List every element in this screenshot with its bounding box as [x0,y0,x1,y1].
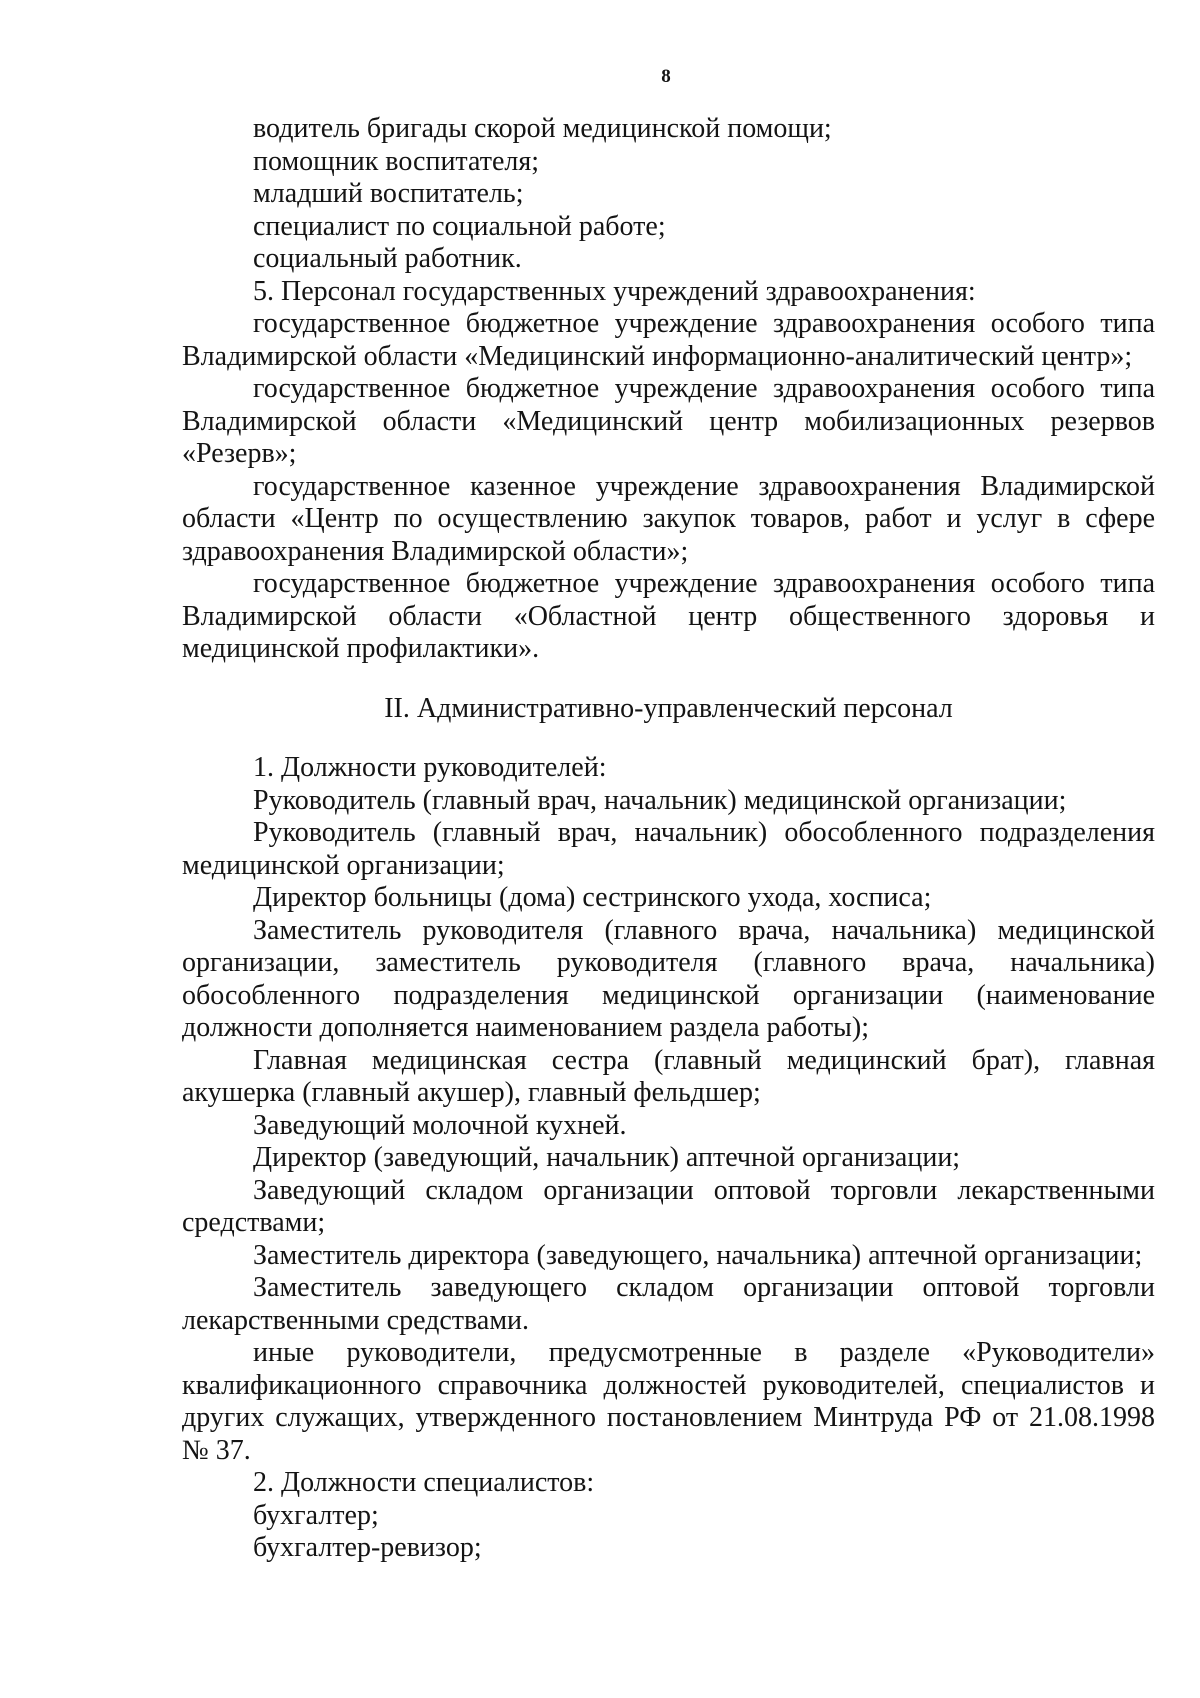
paragraph: Заместитель директора (заведующего, начальника) аптечной организации; [253,1239,1143,1271]
section-heading: II. Административно-управленческий персонал [384,692,953,724]
paragraph: Руководитель (главный врач, начальник) обособленного подразделения медицинской организации; [182,817,1155,881]
paragraph: Директор (заведующий, начальник) аптечной организации; [253,1142,961,1173]
paragraph: социальный работник. [253,243,522,274]
paragraph: государственное бюджетное учреждение здравоохранения особого типа Владимирской области «Областной центр общественного здоровья и медицинской профилактики». [182,568,1155,664]
document-body [182,113,1155,1565]
paragraph: водитель бригады скорой медицинской помощи; [253,113,832,144]
paragraph: государственное бюджетное учреждение здравоохранения особого типа Владимирской области «Медицинский центр мобилизационных резервов «Резерв»; [182,373,1155,469]
paragraph: помощник воспитателя; [253,145,540,177]
paragraph: специалист по социальной работе; [253,210,666,242]
paragraph: государственное казенное учреждение здравоохранения Владимирской области «Центр по осуществлению закупок товаров, работ и услуг в сфере здравоохранения Владимирской области»; [182,470,1155,567]
paragraph: Заведующий молочной кухней. [253,1109,627,1141]
paragraph: младший воспитатель; [253,178,524,209]
paragraph: бухгалтер-ревизор; [253,1532,482,1563]
paragraph: иные руководители, предусмотренные в разделе «Руководители» квалификационного справочника должностей руководителей, специалистов и других служащих, утвержденного постановлением Минтруда РФ от 21.08.1998 № 37. [182,1337,1155,1466]
page-number: 8 [661,66,671,87]
paragraph: 1. Должности руководителей: [253,752,607,783]
paragraph: 2. Должности специалистов: [253,1467,595,1498]
paragraph: государственное бюджетное учреждение здравоохранения особого типа Владимирской области «Медицинский информационно-аналитический центр»; [182,308,1155,372]
paragraph: Руководитель (главный врач, начальник) медицинской организации; [253,784,1067,816]
paragraph: Главная медицинская сестра (главный медицинский брат), главная акушерка (главный акушер), главный фельдшер; [182,1044,1155,1108]
paragraph: бухгалтер; [253,1499,379,1531]
paragraph: Заместитель заведующего складом организации оптовой торговли лекарственными средствами. [182,1272,1155,1336]
paragraph: 5. Персонал государственных учреждений здравоохранения: [253,275,976,307]
paragraph: Заместитель руководителя (главного врача, начальника) медицинской организации, заместитель руководителя (главного врача, начальника) обособленного подразделения медицинской организации (наименование должности дополняется наименованием раздела работы); [182,914,1155,1043]
paragraph: Заведующий складом организации оптовой торговли лекарственными средствами; [182,1174,1155,1238]
paragraph: Директор больницы (дома) сестринского ухода, хосписа; [253,882,932,913]
